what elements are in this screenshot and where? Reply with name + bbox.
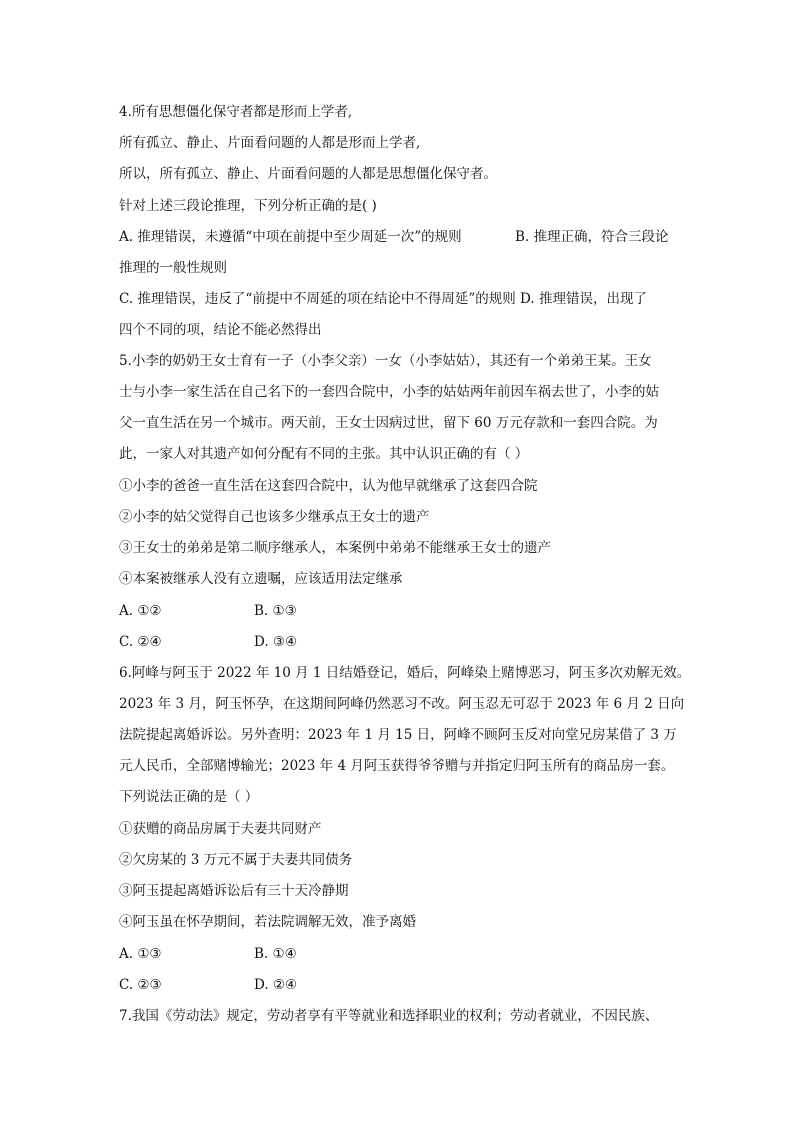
q6-item-3: ③阿玉提起离婚诉讼后有三十天冷静期 — [119, 883, 349, 899]
q4-stem-line-2: 所有孤立、静止、片面看问题的人都是形而上学者, — [119, 135, 421, 151]
q6-choice-d: D. ②④ — [254, 977, 298, 993]
q5-choice-row-1 — [119, 603, 297, 619]
q7-stem-line-1: 7.我国《劳动法》规定，劳动者享有平等就业和选择职业的权利；劳动者就业，不因民族、 — [119, 1008, 659, 1024]
q5-stem-line-3: 父一直生活在另一个城市。两天前，王女士因病过世，留下 60 万元存款和一套四合院。为 — [119, 415, 658, 431]
q4-stem-line-1: 4.所有思想僵化保守者都是形而上学者, — [119, 104, 353, 120]
q6-choice-a: A. ①③ — [119, 946, 162, 962]
q6-stem-line-4: 元人民币，全部赌博输光；2023 年 4 月阿玉获得爷爷赠与并指定归阿玉所有的商品房一套。 — [119, 758, 675, 774]
q6-stem-line-5: 下列说法正确的是（ ） — [119, 789, 259, 805]
q6-choice-row-1 — [119, 946, 297, 962]
q4-option-b: B. 推理正确，符合三段论 — [515, 229, 669, 245]
q5-item-2: ②小李的姑父觉得自己也该多少继承点王女士的遗产 — [119, 509, 430, 525]
q6-stem-line-1: 6.阿峰与阿玉于 2022 年 10 月 1 日结婚登记，婚后，阿峰染上赌博恶习，阿玉多次劝解无效。 — [119, 665, 691, 681]
q5-stem-line-4: 此，一家人对其遗产如何分配有不同的主张。其中认识正确的有（ ） — [119, 446, 529, 462]
q5-item-4: ④本案被继承人没有立遗嘱，应该适用法定继承 — [119, 571, 403, 587]
q4-option-row-ab — [119, 229, 669, 245]
q5-choice-d: D. ③④ — [254, 634, 298, 650]
q5-stem-line-2: 士与小李一家生活在自己名下的一套四合院中，小李的姑姑两年前因车祸去世了，小李的姑 — [119, 384, 659, 400]
q5-item-1: ①小李的爸爸一直生活在这套四合院中，认为他早就继承了这套四合院 — [119, 478, 538, 494]
q6-item-1: ①获赠的商品房属于夫妻共同财产 — [119, 821, 322, 837]
q5-choice-c: C. ②④ — [119, 634, 162, 650]
q4-option-d-continued: 四个不同的项，结论不能必然得出 — [119, 322, 322, 338]
q6-choice-b: B. ①④ — [254, 946, 297, 962]
q4-option-a: A. 推理错误，未遵循“中项在前提中至少周延一次”的规则 — [119, 229, 462, 245]
q5-item-3: ③王女士的弟弟是第二顺序继承人，本案例中弟弟不能继承王女士的遗产 — [119, 540, 551, 556]
q6-item-4: ④阿玉虽在怀孕期间，若法院调解无效，准予离婚 — [119, 914, 416, 930]
q6-choice-c: C. ②③ — [119, 977, 162, 993]
q4-option-b-continued: 推理的一般性规则 — [119, 260, 227, 276]
q6-stem-line-2: 2023 年 3 月，阿玉怀孕，在这期间阿峰仍然恶习不改。阿玉忍无可忍于 2023 年 6 月 2 日向 — [119, 696, 685, 712]
q5-choice-a: A. ①② — [119, 603, 162, 619]
q4-stem-line-3: 所以，所有孤立、静止、片面看问题的人都是思想僵化保守者。 — [119, 166, 497, 182]
q4-stem-line-4: 针对上述三段论推理，下列分析正确的是( ) — [119, 198, 377, 214]
q6-stem-line-3: 法院提起离婚诉讼。另外查明：2023 年 1 月 15 日，阿峰不顾阿玉反对向堂兄房某借了 3 万 — [119, 727, 677, 743]
q4-option-c-d: C. 推理错误，违反了“前提中不周延的项在结论中不得周延”的规则 D. 推理错误，出现了 — [119, 291, 647, 307]
q5-stem-line-1: 5.小李的奶奶王女士育有一子（小李父亲）一女（小李姑姑），其还有一个弟弟王某。王女 — [119, 353, 652, 369]
q5-choice-row-2 — [119, 634, 298, 650]
q6-choice-row-2 — [119, 977, 298, 993]
q5-choice-b: B. ①③ — [254, 603, 297, 619]
q6-item-2: ②欠房某的 3 万元不属于夫妻共同债务 — [119, 852, 353, 868]
